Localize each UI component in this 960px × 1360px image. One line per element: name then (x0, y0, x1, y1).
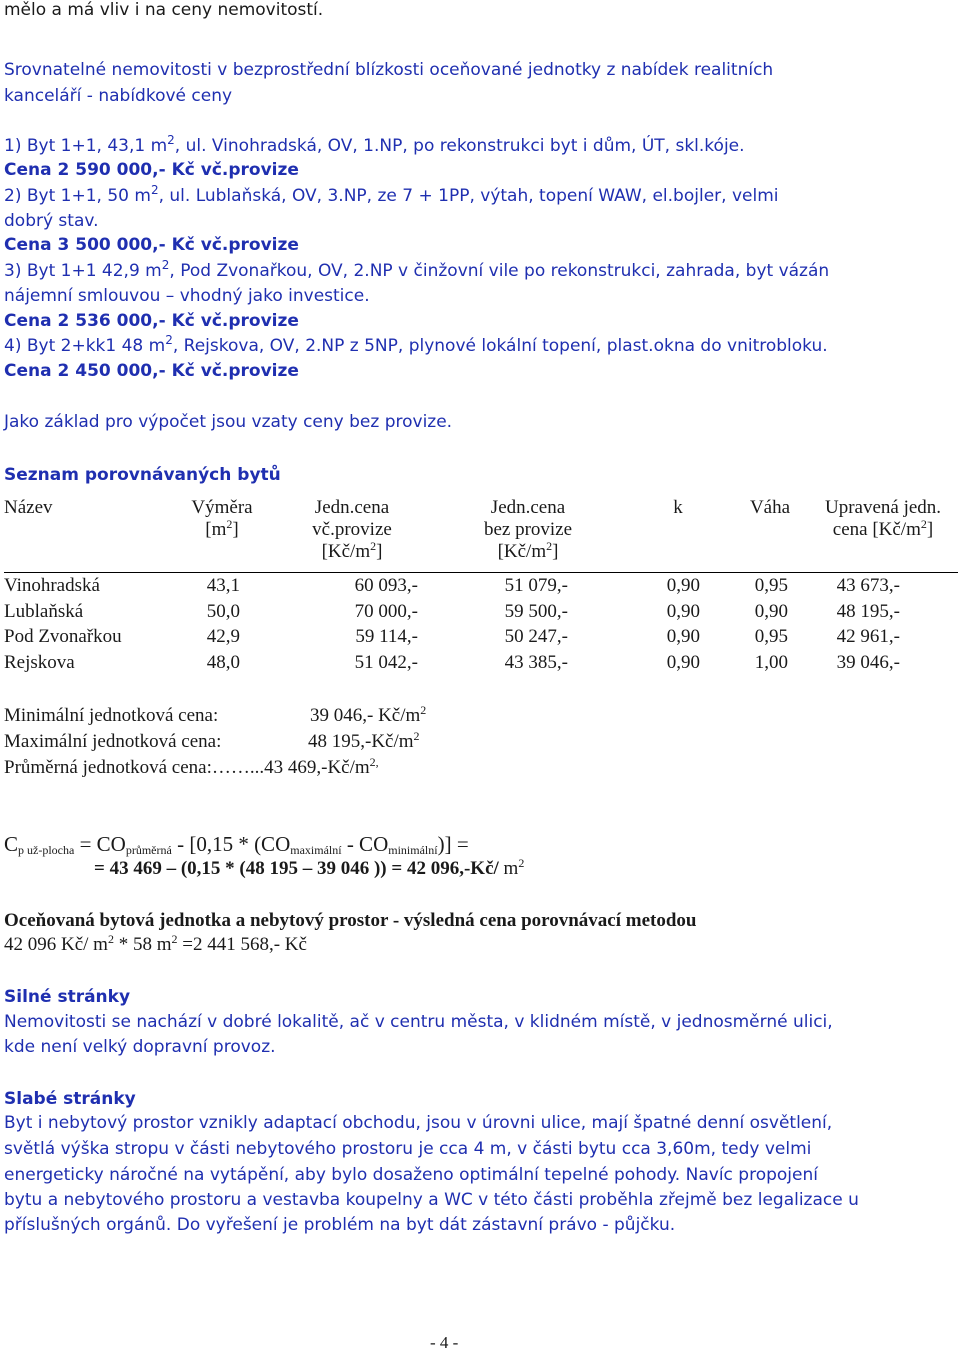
weaknesses-line-1: Byt i nebytový prostor vznikly adaptací obchodu, jsou v úrovni ulice, mají špatné denní osvětlení, (4, 1113, 833, 1133)
header-area: Výměra $[m^2]$ (191, 497, 253, 540)
result-calculation: 42 096 Kč/ $m^2 * 58$ $m^2 =2$ 441 568,- Kč (4, 932, 307, 955)
listing-1-price: Cena 2 590 000,- Kč vč.provize (4, 160, 299, 180)
page-number: - 4 - (430, 1333, 459, 1352)
listing-2-desc-cont: dobrý stav. (4, 211, 99, 231)
min-price-label: Minimální jednotková cena: (4, 705, 219, 726)
listing-3-desc: 3) Byt 1+1 42,9 $m^2$, Pod Zvonařkou, OV, 2.NP v činžovní vile po rekonstrukci, zahrada, byt vázán (4, 258, 830, 281)
listing-4-price: Cena 2 450 000,- Kč vč.provize (4, 361, 299, 381)
header-adjusted-price: Upravená jedn. cena $[Kč/m^2]$ (824, 497, 942, 540)
intro-line-1: Srovnatelné nemovitosti v bezprostřední blízkosti oceňované jednotky z nabídek realitních (4, 60, 774, 80)
min-price-value: 39 046,- $Kč/m^2$ (310, 703, 427, 726)
intro-line-2: kanceláří - nabídkové ceny (4, 86, 233, 106)
strengths-line-1: Nemovitosti se nachází v dobré lokalitě, ač v centru města, v klidném místě, v jednosměrné ulici, (4, 1012, 833, 1032)
weaknesses-line-4: bytu a nebytového prostoru a vestavba koupelny a WC v této části proběhla zřejmě bez legalizace u (4, 1190, 859, 1210)
formula-line-2: = 43 469 – (0,15 * (48 195 – 39 046 )) = 42 096,-Kč/ $m^2$ (94, 856, 525, 879)
weaknesses-heading: Slabé stránky (4, 1089, 136, 1109)
listing-1-desc: 1) Byt 1+1, 43,1 $m^2$, ul. Vinohradská, OV, 1.NP, po rekonstrukci byt i dům, ÚT, skl.kóje. (4, 133, 745, 156)
intro-continuation: mělo a má vliv i na ceny nemovitostí. (4, 0, 324, 20)
strengths-heading: Silné stránky (4, 987, 131, 1007)
header-k: k (673, 497, 683, 518)
weaknesses-line-2: světlá výška stropu v části nebytového prostoru je cca 4 m, v části bytu cca 3,60m, tedy velmi (4, 1139, 812, 1159)
formula-line-1: $C_{p už-plocha} = CO_{průměrná} - [0,15 * (CO_{maximální} - CO_{minimální})]$ = (4, 832, 469, 857)
result-heading: Oceňovaná bytová jednotka a nebytový prostor - výsledná cena porovnávací metodou (4, 910, 697, 931)
weaknesses-line-3: energeticky náročné na vytápění, aby bylo dosaženo optimální tepelné pohody. Navíc propojení (4, 1165, 818, 1185)
listing-3-price: Cena 2 536 000,- Kč vč.provize (4, 311, 299, 331)
listing-2-price: Cena 3 500 000,- Kč vč.provize (4, 235, 299, 255)
table-header-divider (4, 572, 958, 573)
table-title: Seznam porovnávaných bytů (4, 465, 281, 485)
header-unit-with-commission: Jedn.cena vč.provize $[Kč/m^2]$ (312, 497, 392, 562)
header-unit-without-commission: Jedn.cena bez provize $[Kč/m^2]$ (483, 497, 573, 562)
weaknesses-line-5: příslušných orgánů. Do vyřešení je problém na byt dát zástavní právo - půjčku. (4, 1215, 676, 1235)
header-name: Název (4, 497, 53, 518)
strengths-line-2: kde není velký dopravní provoz. (4, 1037, 276, 1057)
basis-note: Jako základ pro výpočet jsou vzaty ceny bez provize. (4, 412, 453, 432)
header-weight: Váha (749, 497, 791, 518)
max-price-value: 48 $195,-Kč/m^2$ (308, 729, 420, 752)
listing-2-desc: 2) Byt 1+1, 50 $m^2$, ul. Lublaňská, OV, 3.NP, ze 7 + 1PP, výtah, topení WAW, el.bojler, velmi (4, 183, 779, 206)
avg-price: Průměrná jednotková cena:……...43 $469,-Kč/m^{2,}$ (4, 755, 379, 778)
max-price-label: Maximální jednotková cena: (4, 731, 222, 752)
listing-3-desc-cont: nájemní smlouvou – vhodný jako investice. (4, 286, 370, 306)
listing-4-desc: 4) Byt 2+kk1 48 $m^2$, Rejskova, OV, 2.NP z 5NP, plynové lokální topení, plast.okna do vnitrobloku. (4, 333, 828, 356)
